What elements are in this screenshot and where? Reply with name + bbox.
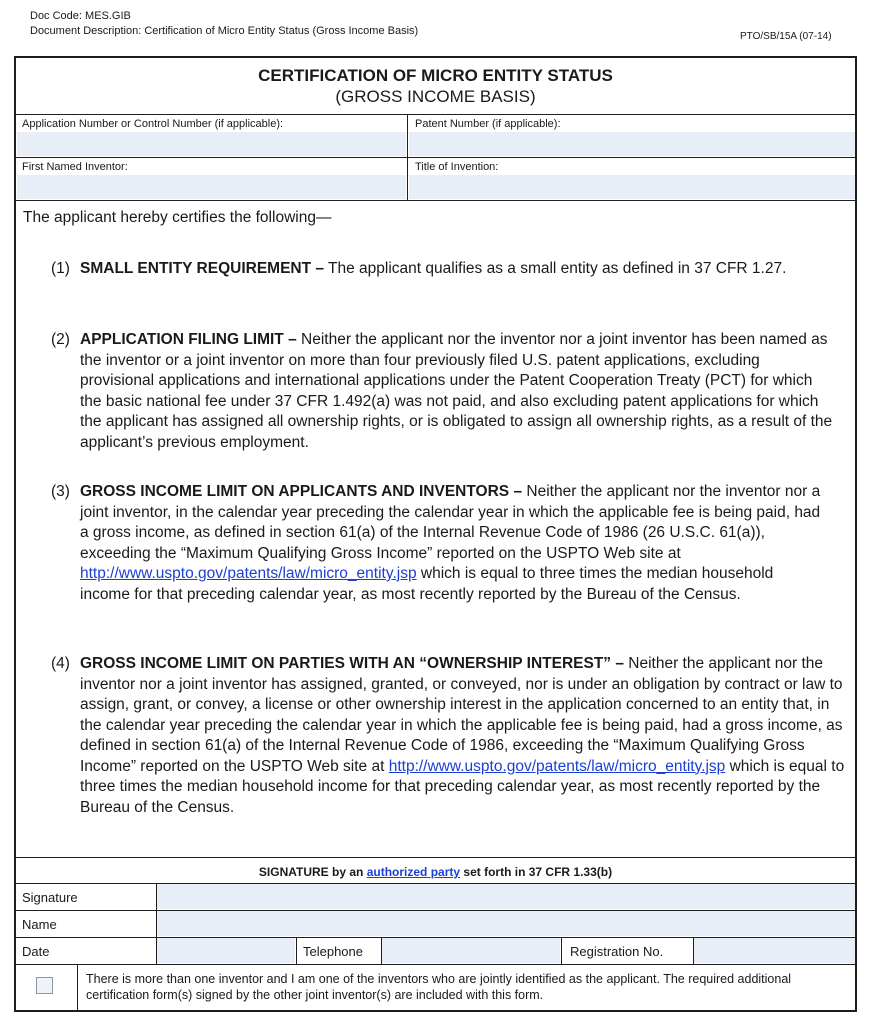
application-number-label: Application Number or Control Number (if applicable): — [22, 118, 284, 130]
item-text — [80, 482, 825, 605]
item-body: Neither the applicant nor the inventor nor a joint inventor has been named as the inventor or a joint inventor on more than four previously filed U.S. patent applications, excluding provisional applications and international applications under the Patent Cooperation Treaty (PCT) for which the basic national fee under 37 CFR 1.492(a) was not paid, and also excluding patent applications for which the applicant has assigned all ownership rights, or is obligated to assign all ownership rights, as a result of the applicant’s previous employment. — [80, 331, 833, 451]
patent-number-label: Patent Number (if applicable): — [415, 118, 561, 130]
divider — [16, 114, 855, 115]
item-number: (3) — [51, 483, 70, 500]
doc-description: Document Description: Certification of Micro Entity Status (Gross Income Basis) — [30, 25, 419, 37]
telephone-label: Telephone — [303, 944, 363, 959]
signature-title-text: SIGNATURE by an — [258, 865, 367, 879]
date-field[interactable] — [157, 938, 295, 963]
divider — [77, 964, 78, 1012]
first-inventor-field[interactable] — [17, 175, 406, 199]
item-text — [80, 654, 850, 818]
divider — [296, 937, 297, 964]
title-of-invention-label: Title of Invention: — [415, 161, 499, 173]
form-subtitle: (GROSS INCOME BASIS) — [335, 87, 536, 106]
application-number-field[interactable] — [17, 132, 406, 156]
doc-code: Doc Code: MES.GIB — [30, 10, 131, 22]
signature-field[interactable] — [157, 884, 855, 909]
item-heading: APPLICATION FILING LIMIT – — [80, 331, 297, 348]
registration-label: Registration No. — [570, 944, 664, 959]
item-body: The applicant qualifies as a small entity as defined in 37 CFR 1.27. — [324, 260, 787, 277]
joint-inventor-checkbox[interactable] — [36, 977, 53, 994]
signature-title-text: set forth in 37 CFR 1.33(b) — [460, 865, 613, 879]
item-heading: GROSS INCOME LIMIT ON PARTIES WITH AN “OWNERSHIP INTEREST” – — [80, 655, 624, 672]
form-title: CERTIFICATION OF MICRO ENTITY STATUS — [258, 66, 613, 85]
item-text — [80, 330, 838, 453]
title-of-invention-field[interactable] — [409, 175, 855, 199]
first-inventor-label: First Named Inventor: — [22, 161, 128, 173]
micro-entity-link[interactable]: http://www.uspto.gov/patents/law/micro_entity.jsp — [80, 565, 417, 582]
divider — [16, 200, 855, 201]
authorized-party-link[interactable]: authorized party — [366, 865, 461, 879]
item-text — [80, 259, 800, 280]
divider — [16, 157, 855, 158]
item-body: which is equal to three times the median household income for that preceding calendar year, as most recently reported by the Bureau of the Census. — [80, 565, 774, 603]
signature-title — [16, 865, 855, 879]
item-body: Neither the applicant nor the inventor nor a joint inventor has assigned, granted, or conveyed, nor is under an obligation by contract or law to assign, grant, or convey, a license or other ownership interest in the application concerned to an entity that, in the calendar year preceding the calendar year in which the applicable fee is being paid, had a gross income, as defined in section 61(a) of the Internal Revenue Code of 1986, exceeding the “Maximum Qualifying Gross Income” reported on the USPTO Web site at — [80, 655, 843, 775]
telephone-field[interactable] — [382, 938, 560, 963]
item-body: Neither the applicant nor the inventor nor a joint inventor, in the calendar year preceding the calendar year in which the applicable fee is being paid, had a gross income, as defined in section 61(a) of the Internal Revenue Code of 1986 (26 U.S.C. 61(a)), exceeding the “Maximum Qualifying Gross Income” reported on the USPTO Web site at — [80, 483, 821, 562]
registration-field[interactable] — [694, 938, 855, 963]
form-id: PTO/SB/15A (07-14) — [740, 31, 832, 42]
item-body: which is equal to three times the median household income for that preceding calendar year, as most recently reported by the Bureau of the Census. — [80, 757, 845, 816]
divider — [16, 857, 855, 858]
divider — [407, 114, 408, 200]
divider — [561, 937, 562, 964]
item-number: (4) — [51, 655, 70, 672]
intro-text: The applicant hereby certifies the following— — [23, 209, 332, 226]
micro-entity-link[interactable]: http://www.uspto.gov/patents/law/micro_entity.jsp — [388, 757, 726, 775]
date-label: Date — [22, 944, 50, 959]
item-number: (2) — [51, 331, 70, 348]
name-field[interactable] — [157, 911, 855, 936]
signature-label: Signature — [22, 890, 78, 905]
item-number: (1) — [51, 260, 70, 277]
patent-number-field[interactable] — [409, 132, 855, 156]
divider — [16, 964, 855, 965]
item-heading: GROSS INCOME LIMIT ON APPLICANTS AND INVENTORS – — [80, 483, 523, 500]
joint-inventor-text: There is more than one inventor and I am one of the inventors who are jointly identified as the applicant. The required additional certification form(s) signed by the other joint inventor(s) are included with this form. — [86, 972, 792, 1002]
form-frame — [14, 56, 857, 1012]
item-heading: SMALL ENTITY REQUIREMENT – — [80, 260, 325, 277]
name-label: Name — [22, 917, 57, 932]
